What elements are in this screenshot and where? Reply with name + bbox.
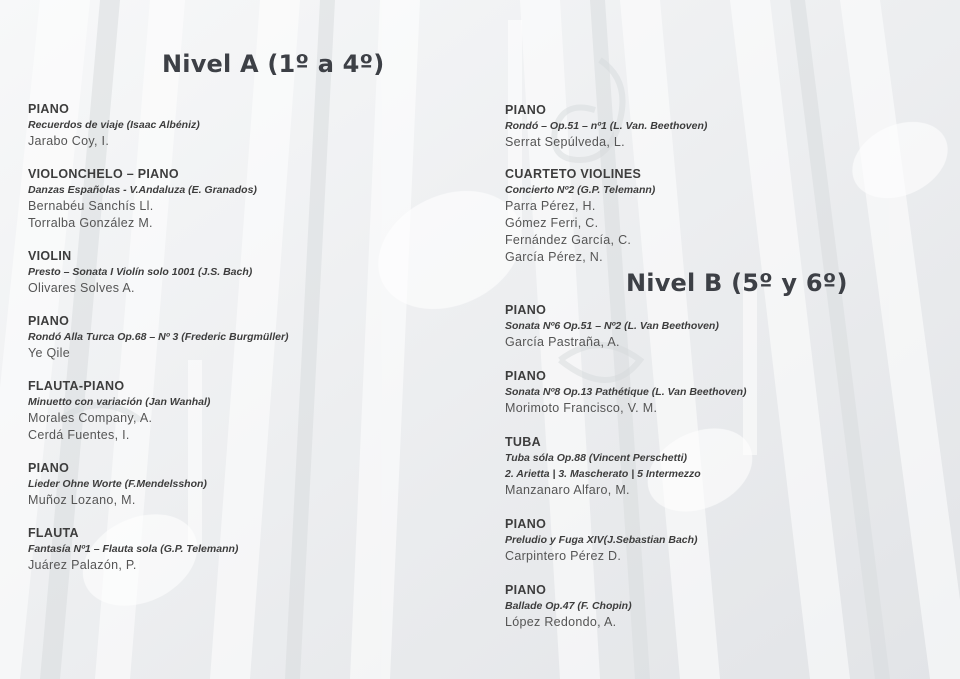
instrument-label: PIANO [505,103,547,117]
program-entry [28,101,458,150]
program-entry [505,434,935,499]
program-entry [28,248,458,297]
program-entry [28,313,458,362]
program-entry [28,378,458,444]
program-entry [505,302,935,351]
nivel-b-column [505,302,935,631]
performer-name: García Pastraña, A. [505,335,620,349]
program-entry [505,166,935,266]
program-entry [505,102,935,151]
work-title: Rondó Alla Turca Op.68 – Nº 3 (Frederic Burgmüller) [28,331,289,343]
instrument-label: FLAUTA [28,526,79,540]
work-title: Sonata Nº8 Op.13 Pathétique (L. Van Beethoven) [505,386,747,398]
instrument-label: FLAUTA-PIANO [28,379,125,393]
work-title: Fantasía Nº1 – Flauta sola (G.P. Telemann) [28,543,239,555]
instrument-label: PIANO [505,369,547,383]
work-title: Preludio y Fuga XIV(J.Sebastian Bach) [505,534,698,546]
nivel-a-left-column [28,101,458,574]
performer-name: Manzanaro Alfaro, M. [505,483,630,497]
work-title: Tuba sóla Op.88 (Vincent Perschetti) [505,452,688,464]
instrument-label: CUARTETO VIOLINES [505,167,642,181]
performer-name: Ye Qile [28,346,70,360]
program-entry [505,368,935,417]
program-entry [28,460,458,509]
performer-name: Gómez Ferri, C. [505,216,599,230]
performer-name: Fernández García, C. [505,233,632,247]
performer-name: Bernabéu Sanchís Ll. [28,199,154,213]
work-title: Sonata Nº6 Op.51 – Nº2 (L. Van Beethoven) [505,320,719,332]
performer-name: Morales Company, A. [28,411,153,425]
performer-name: Torralba González M. [28,216,153,230]
work-title: Rondó – Op.51 – nº1 (L. Van. Beethoven) [505,120,708,132]
instrument-label: VIOLIN [28,249,72,263]
work-title: Recuerdos de viaje (Isaac Albéniz) [28,119,200,131]
instrument-label: PIANO [505,517,547,531]
program-entry [28,166,458,232]
work-title: Concierto Nº2 (G.P. Telemann) [505,184,656,196]
instrument-label: PIANO [28,461,70,475]
heading-nivel-a: Nivel A (1º a 4º) [162,50,385,78]
performer-name: García Pérez, N. [505,250,603,264]
instrument-label: PIANO [28,314,70,328]
performer-name: Morimoto Francisco, V. M. [505,401,658,415]
instrument-label: PIANO [28,102,70,116]
program-entry [28,525,458,574]
performer-name: Serrat Sepúlveda, L. [505,135,625,149]
instrument-label: PIANO [505,303,547,317]
performer-name: Parra Pérez, H. [505,199,596,213]
performer-name: Muñoz Lozano, M. [28,493,136,507]
heading-nivel-b: Nivel B (5º y 6º) [626,269,848,297]
performer-name: López Redondo, A. [505,615,617,629]
work-title: Minuetto con variación (Jan Wanhal) [28,396,211,408]
work-title: 2. Arietta | 3. Mascherato | 5 Intermezzo [505,468,701,480]
performer-name: Carpintero Pérez D. [505,549,622,563]
program-entry [505,582,935,631]
performer-name: Olivares Solves A. [28,281,135,295]
work-title: Danzas Españolas - V.Andaluza (E. Granados) [28,184,257,196]
work-title: Ballade Op.47 (F. Chopin) [505,600,632,612]
instrument-label: PIANO [505,583,547,597]
instrument-label: VIOLONCHELO – PIANO [28,167,179,181]
performer-name: Juárez Palazón, P. [28,558,137,572]
work-title: Lieder Ohne Worte (F.Mendelsshon) [28,478,207,490]
performer-name: Cerdá Fuentes, I. [28,428,130,442]
instrument-label: TUBA [505,435,541,449]
program-entry [505,516,935,565]
work-title: Presto – Sonata I Violín solo 1001 (J.S. Bach) [28,266,253,278]
performer-name: Jarabo Coy, I. [28,134,110,148]
nivel-a-right-column [505,102,935,266]
